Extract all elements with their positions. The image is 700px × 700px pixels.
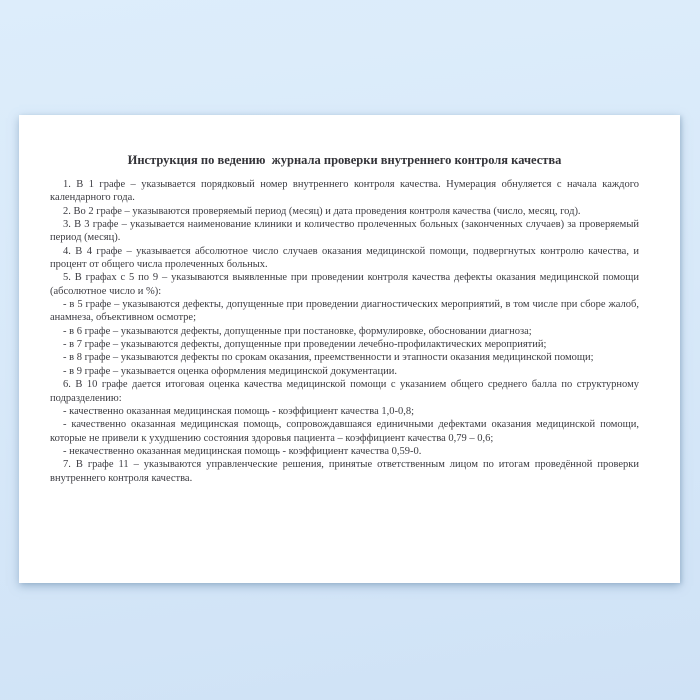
instruction-paragraph: - в 8 графе – указываются дефекты по срокам оказания, преемственности и этапности оказания медицинской помощи;	[63, 352, 594, 364]
instruction-paragraph: 6. В 10 графе дается итоговая оценка качества медицинской помощи с указанием общего среднего балла по структурному подразделению:	[50, 379, 639, 404]
instruction-paragraph: - качественно оказанная медицинская помощь, сопровождавшаяся единичными дефектами оказания медицинской помощи, которые не привели к ухудшению состояния здоровья пациента – коэффициент качества 0,79 – 0,6;	[50, 419, 639, 444]
instruction-paragraph: 2. Во 2 графе – указываются проверяемый период (месяц) и дата проведения контроля качества (число, месяц, год).	[63, 205, 581, 217]
instruction-paragraph: 5. В графах с 5 по 9 – указываются выявленные при проведении контроля качества дефекты оказания медицинской помощи (абсолютное число и %):	[50, 272, 639, 297]
instruction-paragraph: 4. В 4 графе – указывается абсолютное число случаев оказания медицинской помощи, подвергнутых контролю качества, и процент от общего числа пролеченных больных.	[50, 245, 639, 271]
instruction-paragraph: 1. В 1 графе – указывается порядковый номер внутреннего контроля качества. Нумерация обнуляется с начала каждого календарного года.	[50, 179, 639, 204]
instruction-paragraph: - в 6 графе – указываются дефекты, допущенные при постановке, формулировке, обосновании диагноза;	[63, 325, 532, 337]
instruction-paragraph: - в 9 графе – указывается оценка оформления медицинской документации.	[63, 365, 397, 377]
instruction-paragraph: - некачественно оказанная медицинская помощь - коэффициент качества 0,59-0.	[63, 445, 422, 457]
instruction-paragraph: - в 7 графе – указываются дефекты, допущенные при проведении лечебно-профилактических мероприятий;	[63, 339, 547, 351]
instruction-paragraph: - качественно оказанная медицинская помощь - коэффициент качества 1,0-0,8;	[63, 405, 415, 417]
document-page	[19, 115, 680, 583]
instruction-body	[50, 178, 639, 485]
instruction-paragraph: - в 5 графе – указываются дефекты, допущенные при проведении диагностических мероприятий, в том числе при сборе жалоб, анамнеза, объективном осмотре;	[50, 299, 639, 324]
instruction-paragraph: 3. В 3 графе – указывается наименование клиники и количество пролеченных больных (законченных случаев) за проверяемый период (месяц).	[50, 219, 639, 244]
instruction-paragraph: 7. В графе 11 – указываются управленческие решения, принятые ответственным лицом по итогам проведённой проверки внутреннего контроля качества.	[50, 459, 639, 484]
document-title: Инструкция по ведению журнала проверки внутреннего контроля качества	[127, 153, 562, 167]
document-content	[50, 153, 639, 485]
